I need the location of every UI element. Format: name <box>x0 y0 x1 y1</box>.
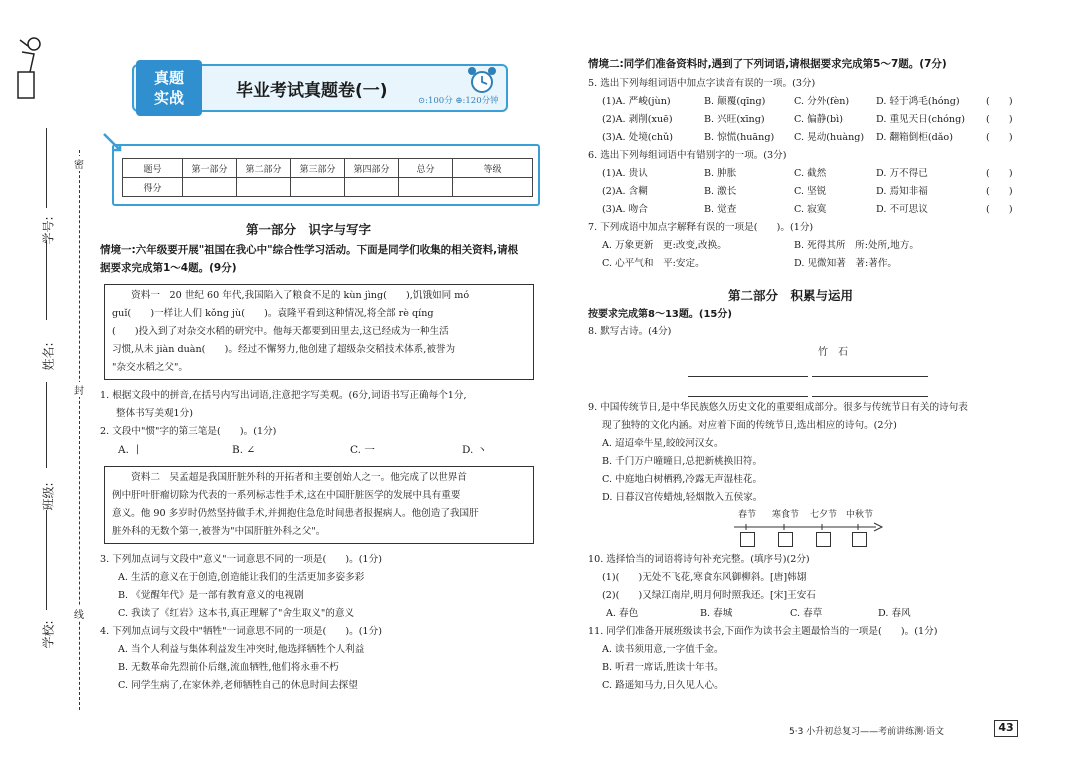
q10-option[interactable]: D. 春风 <box>878 608 911 619</box>
badge-line-1: 真题 <box>153 69 184 87</box>
context1-line2: 据要求完成第1～4题。(9分) <box>100 262 237 274</box>
answer-blank[interactable]: ( ) <box>986 186 1013 197</box>
question-10: 10. 选择恰当的词语将诗句补充完整。(填序号)(2分) <box>588 554 810 565</box>
q10-line[interactable]: (2)( )又绿江南岸,明月何时照我还。[宋]王安石 <box>602 590 816 601</box>
question-1-cont: 整体书写美观1分) <box>116 408 194 419</box>
answer-box[interactable] <box>852 532 867 547</box>
part2-intro: 按要求完成第8～13题。(15分) <box>588 309 732 320</box>
material-two-line: 意义。他 90 多岁时仍然坚持做手术,并拥抱住急危时间患者报握病人。他创造了我国肝 <box>112 508 479 519</box>
binding-mark-close: 封 <box>72 382 86 397</box>
context1-line1: 情境一:六年级要开展"祖国在我心中"综合性学习活动。下面是同学们收集的相关资料,请根 <box>100 244 519 256</box>
q11-option[interactable]: C. 路遥知马力,日久见人心。 <box>602 680 724 691</box>
q6-option[interactable]: D. 焉知非福 <box>876 186 928 197</box>
q10-line[interactable]: (1)( )无处不飞花,寒食东风御柳斜。[唐]韩翃 <box>602 572 807 583</box>
badge-line-2: 实战 <box>153 89 184 107</box>
answer-blank[interactable]: ( ) <box>986 96 1013 107</box>
q6-option[interactable]: B. 觉查 <box>704 204 737 215</box>
answer-box[interactable] <box>778 532 793 547</box>
material-one-line: guǐ( )一样让人们 kǒng jù( )。袁隆平看到这种情况,将全部 rè qíng <box>112 308 434 319</box>
cartoon-figure-icon <box>12 32 46 102</box>
question-7: 7. 下列成语中加点字解释有误的一项是( )。(1分) <box>588 222 814 233</box>
footer-text: 5·3 小升初总复习——考前讲练测·语文 <box>789 727 945 737</box>
student-id-line <box>46 128 47 208</box>
q5-option[interactable]: (2)A. 剥削(xuē) <box>602 114 673 125</box>
q6-option[interactable]: B. 肿胀 <box>704 168 737 179</box>
poem-blank-line[interactable] <box>688 396 808 397</box>
q7-option[interactable]: B. 死得其所 所:处所,地方。 <box>794 240 919 251</box>
question-5: 5. 选出下列每组词语中加点字读音有误的一项。(3分) <box>588 78 816 89</box>
answer-blank[interactable]: ( ) <box>986 168 1013 179</box>
name-line <box>46 240 47 320</box>
q10-option[interactable]: B. 春城 <box>700 608 733 619</box>
q6-option[interactable]: C. 寂寞 <box>794 204 827 215</box>
q9-option[interactable]: C. 中庭地白树栖鸦,冷露无声湿桂花。 <box>602 474 763 485</box>
material-two-line: 脏外科的无数个第一,被誉为"中国肝脏外科之父"。 <box>112 526 326 537</box>
q5-option[interactable]: C. 偏静(bì) <box>794 114 843 125</box>
q3-option[interactable]: A. 生活的意义在于创造,创造能让我们的生活更加多姿多彩 <box>118 572 365 583</box>
answer-blank[interactable]: ( ) <box>986 114 1013 125</box>
cut-line <box>79 150 80 710</box>
q6-option[interactable]: (1)A. 贵认 <box>602 168 648 179</box>
q6-option[interactable]: D. 不可思议 <box>876 204 928 215</box>
real-exam-badge <box>136 60 202 116</box>
q7-option[interactable]: A. 万象更新 更:改变,改换。 <box>602 240 727 251</box>
class-line <box>46 382 47 468</box>
material-one-line: 资料一 20 世纪 60 年代,我国陷入了粮食不足的 kùn jìng( ),饥饿如同 mó <box>112 290 470 301</box>
part1-title: 第一部分 识字与写字 <box>246 222 372 237</box>
festival-label: 春节 <box>738 510 757 520</box>
q5-option[interactable]: C. 晃动(huàng) <box>794 132 865 143</box>
q11-option[interactable]: B. 听君一席话,胜读十年书。 <box>602 662 724 673</box>
q2-option[interactable]: C. 一 <box>350 444 375 456</box>
school-line <box>46 510 47 610</box>
score-table-header-row <box>123 159 533 178</box>
q4-option[interactable]: C. 同学生病了,在家休养,老师牺牲自己的休息时间去探望 <box>118 680 358 691</box>
q7-option[interactable]: D. 见微知著 著:著作。 <box>794 258 898 269</box>
festival-label: 中秋节 <box>846 510 874 520</box>
q10-option[interactable]: A. 春色 <box>606 608 639 619</box>
poem-blank-line[interactable] <box>812 376 928 377</box>
festival-label: 七夕节 <box>810 510 838 520</box>
question-2: 2. 文段中"惯"字的第三笔是( )。(1分) <box>100 426 277 437</box>
class-label: 班级: <box>41 482 56 511</box>
q9-option[interactable]: A. 迢迢牵牛星,皎皎河汉女。 <box>602 438 724 449</box>
q6-option[interactable]: D. 万不得已 <box>876 168 928 179</box>
poem-blank-line[interactable] <box>688 376 808 377</box>
question-9: 9. 中国传统节日,是中华民族悠久历史文化的重要组成部分。很多与传统节日有关的诗句表 <box>588 402 968 413</box>
student-id-label: 学号: <box>41 216 56 245</box>
material-two-line: 资料二 吴孟超是我国肝脏外科的开拓者和主要创始人之一。他完成了以世界首 <box>112 472 467 483</box>
q2-option[interactable]: D. 丶 <box>462 444 488 456</box>
score-cell: 得分 <box>123 178 183 197</box>
binding-mark-line: 线 <box>72 606 86 621</box>
binding-mark-seal: 密 <box>72 156 86 171</box>
q6-option[interactable]: (2)A. 含糊 <box>602 186 648 197</box>
answer-blank[interactable]: ( ) <box>986 132 1013 143</box>
score-cell: 第一部分 <box>183 159 237 178</box>
score-cell: 题号 <box>123 159 183 178</box>
q3-option[interactable]: C. 我读了《红岩》这本书,真正理解了"舍生取义"的意义 <box>118 608 355 619</box>
festival-label: 寒食节 <box>772 510 800 520</box>
timeline-arrow-icon <box>734 522 884 532</box>
part2-title: 第二部分 积累与运用 <box>728 288 854 303</box>
score-cell: 第四部分 <box>345 159 399 178</box>
q5-option[interactable]: C. 分外(fèn) <box>794 96 850 107</box>
q6-option[interactable]: C. 坚锐 <box>794 186 827 197</box>
score-cell: 第二部分 <box>237 159 291 178</box>
material-one-line: ( )投入到了对杂交水稻的研究中。他每天都要到田里去,这已经成为一种生活 <box>112 326 449 337</box>
q7-option[interactable]: C. 心平气和 平:安定。 <box>602 258 705 269</box>
q9-option[interactable]: B. 千门万户曈曈日,总把新桃换旧符。 <box>602 456 763 467</box>
q6-option[interactable]: C. 截然 <box>794 168 827 179</box>
question-8: 8. 默写古诗。(4分) <box>588 326 672 337</box>
q5-option[interactable]: D. 轻于鸿毛(hóng) <box>876 96 960 107</box>
score-input-cell[interactable] <box>291 178 345 197</box>
question-6: 6. 选出下列每组词语中有错别字的一项。(3分) <box>588 150 787 161</box>
question-4: 4. 下列加点词与文段中"牺牲"一词意思不同的一项是( )。(1分) <box>100 626 382 637</box>
score-table-score-row <box>123 178 533 197</box>
score-cell: 第三部分 <box>291 159 345 178</box>
poem-blank-line[interactable] <box>812 396 928 397</box>
q5-option[interactable]: B. 惊慌(huāng) <box>704 132 775 143</box>
score-input-cell[interactable] <box>345 178 399 197</box>
q4-option[interactable]: A. 当个人利益与集体利益发生冲突时,他选择牺牲个人利益 <box>118 644 365 655</box>
score-table <box>122 158 533 197</box>
q6-option[interactable]: (3)A. 吻合 <box>602 204 648 215</box>
q2-option[interactable]: A. 丨 <box>118 444 143 456</box>
exam-meta: ⊙:100分 ⊕:120分钟 <box>418 96 499 106</box>
q11-option[interactable]: A. 读书须用意,一字值千金。 <box>602 644 724 655</box>
score-cell: 等级 <box>453 159 533 178</box>
page-number: 43 <box>994 720 1018 737</box>
answer-box[interactable] <box>816 532 831 547</box>
q5-option[interactable]: B. 颠覆(qīng) <box>704 96 766 107</box>
question-11: 11. 同学们准备开展班级读书会,下面作为读书会主题最恰当的一项是( )。(1分) <box>588 626 938 637</box>
answer-box[interactable] <box>740 532 755 547</box>
q5-option[interactable]: (1)A. 严峻(jùn) <box>602 96 671 107</box>
q9-option[interactable]: D. 日暮汉宫传蜡烛,轻烟散入五侯家。 <box>602 492 763 503</box>
q3-option[interactable]: B. 《觉醒年代》是一部有教育意义的电视剧 <box>118 590 304 601</box>
q5-option[interactable]: (3)A. 处境(chǔ) <box>602 132 674 143</box>
context2-line: 情境二:同学们准备资料时,遇到了下列词语,请根据要求完成第5～7题。(7分) <box>588 58 947 70</box>
alarm-clock-icon <box>466 66 498 94</box>
q5-option[interactable]: D. 翻箱倒柜(dǎo) <box>876 132 953 143</box>
q5-option[interactable]: B. 兴旺(xīng) <box>704 114 765 125</box>
q5-option[interactable]: D. 重见天日(chóng) <box>876 114 965 125</box>
question-9-cont: 现了独特的文化内涵。对应着下面的传统节日,选出相应的诗句。(2分) <box>602 420 897 431</box>
score-input-cell[interactable] <box>399 178 453 197</box>
score-input-cell[interactable] <box>237 178 291 197</box>
material-one-line: "杂交水稻之父"。 <box>112 362 188 373</box>
material-two-line: 例中肝叶肝瘤切除为代表的一系列标志性手术,这在中国肝脏医学的发展中具有重要 <box>112 490 461 501</box>
score-cell: 总分 <box>399 159 453 178</box>
school-label: 学校: <box>41 620 56 649</box>
q4-option[interactable]: B. 无数革命先烈前仆后继,流血牺牲,他们将永垂不朽 <box>118 662 339 673</box>
answer-blank[interactable]: ( ) <box>986 204 1013 215</box>
score-input-cell[interactable] <box>183 178 237 197</box>
q10-option[interactable]: C. 春草 <box>790 608 823 619</box>
score-input-cell[interactable] <box>453 178 533 197</box>
q6-option[interactable]: B. 激长 <box>704 186 737 197</box>
q2-option[interactable]: B. ∠ <box>232 444 256 456</box>
poem-title: 竹 石 <box>818 347 848 358</box>
material-one-line: 习惯,从未 jiàn duàn( )。经过不懈努力,他创建了超级杂交稻技术体系,被誉为 <box>112 344 456 355</box>
name-label: 姓名: <box>41 342 56 371</box>
question-3: 3. 下列加点词与文段中"意义"一词意思不同的一项是( )。(1分) <box>100 554 382 565</box>
question-1: 1. 根据文段中的拼音,在括号内写出词语,注意把字写美观。(6分,词语书写正确每个1分, <box>100 390 467 401</box>
exam-title: 毕业考试真题卷(一) <box>236 81 388 101</box>
